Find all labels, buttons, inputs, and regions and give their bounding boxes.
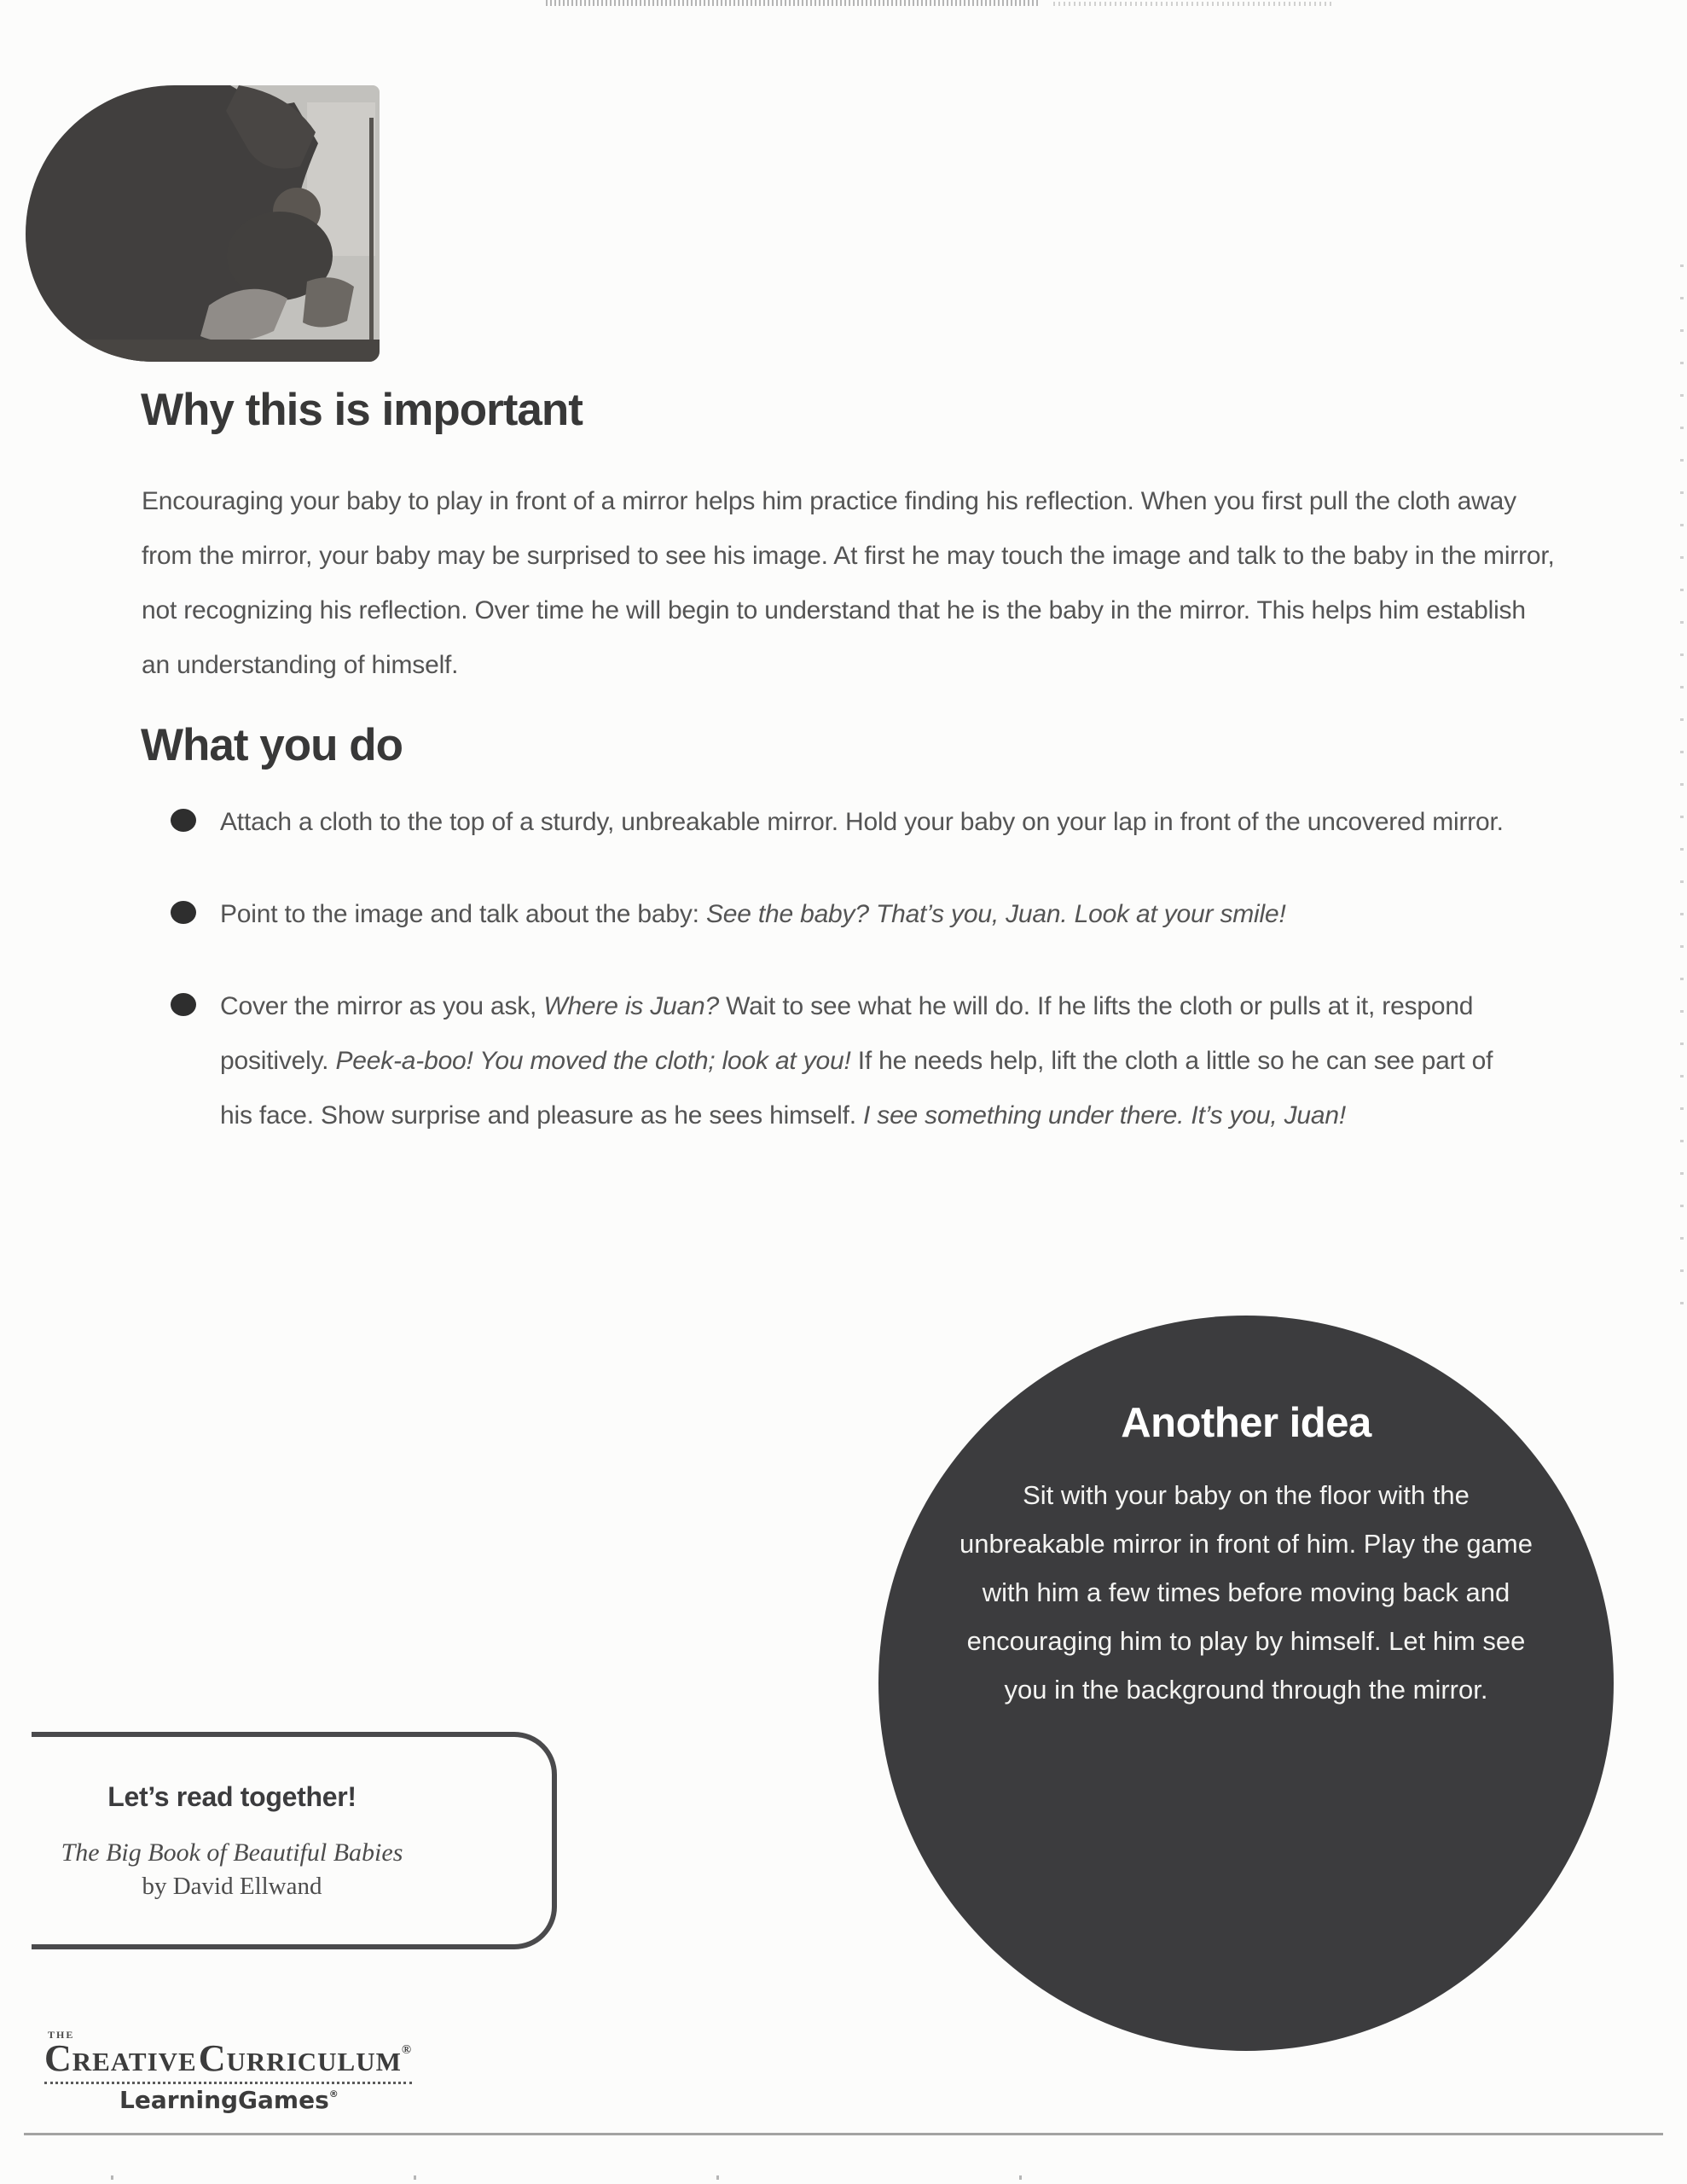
another-idea-title: Another idea	[1121, 1400, 1371, 1446]
scan-noise-top	[546, 0, 1041, 6]
book-author: by David Ellwand	[142, 1873, 322, 1900]
registered-mark-icon: ®	[401, 2043, 413, 2057]
read-together-box	[32, 1732, 557, 1949]
bullet-3-seg-3: Wait to see what he will do. If he lifts the cloth or pulls at it, respond positively.	[220, 992, 1474, 1075]
bullet-item-2	[171, 887, 1527, 942]
read-together-title: Let’s read together!	[107, 1781, 357, 1812]
photo-image	[26, 85, 380, 362]
section-title-why: Why this is important	[141, 385, 583, 435]
scan-noise-bottom	[111, 2175, 1322, 2180]
bullet-text-3	[220, 979, 1527, 1143]
bullet-dot-icon	[171, 809, 196, 832]
brand-word-curriculum: CURRICULUM	[198, 2037, 402, 2079]
bullet-3-seg-5: If he needs help, lift the cloth a little so he can see part of his face. Show surprise and pleasure as he sees himself.	[220, 1047, 1493, 1130]
another-idea-body: Sit with your baby on the floor with the unbreakable mirror in front of him. Play the game with him a few times before moving back and encouraging him to play by himself. Let him see you in the background through the mirror.	[959, 1480, 1533, 1705]
bullet-3-seg-1: Cover the mirror as you ask,	[220, 992, 544, 1020]
brand-wordmark	[44, 2037, 413, 2084]
what-bullet-list	[171, 795, 1527, 1181]
footer-divider	[24, 2133, 1663, 2135]
scan-noise-top-2	[1053, 2, 1335, 6]
bullet-3-seg-6: I see something under there. It’s you, Juan!	[863, 1101, 1346, 1130]
book-title: The Big Book of Beautiful Babies	[61, 1838, 403, 1867]
bullet-text-1	[220, 795, 1527, 850]
bullet-2-seg-2: See the baby? That’s you, Juan. Look at your smile!	[705, 900, 1286, 928]
why-body-text: Encouraging your baby to play in front of a mirror helps him practice finding his reflection. When you first pull the cloth away from the mirror, your baby may be surprised to see his image. At first he may touch the image and talk to the baby in the mirror, not recognizing his reflection. Over time he will begin to understand that he is the baby in the mirror. This helps him establish an understanding of himself.	[142, 487, 1555, 679]
bullet-dot-icon	[171, 901, 196, 924]
bullet-3-seg-4: Peek-a-boo! You moved the cloth; look at you!	[335, 1047, 851, 1075]
another-idea-circle	[878, 1316, 1614, 2051]
bullet-1-seg-1: Attach a cloth to the top of a sturdy, unbreakable mirror. Hold your baby on your lap in front of the uncovered mirror.	[220, 808, 1504, 836]
section-title-what: What you do	[141, 720, 403, 770]
parent-baby-photo	[26, 85, 380, 362]
brand-logo	[44, 2029, 412, 2114]
registered-mark-icon: ®	[328, 2088, 339, 2100]
brand-word-creative: CREATIVE	[44, 2037, 197, 2079]
brand-the-label: THE	[48, 2029, 75, 2041]
bullet-text-2	[220, 887, 1527, 942]
bullet-item-3	[171, 979, 1527, 1143]
brand-learninggames-label: LearningGames	[119, 2086, 329, 2114]
scan-noise-right-edge	[1680, 264, 1684, 1331]
bullet-item-1	[171, 795, 1527, 850]
brand-learninggames	[119, 2086, 412, 2114]
bullet-dot-icon	[171, 993, 196, 1016]
bullet-2-seg-1: Point to the image and talk about the baby:	[220, 900, 706, 928]
bullet-3-seg-2: Where is Juan?	[543, 992, 719, 1020]
